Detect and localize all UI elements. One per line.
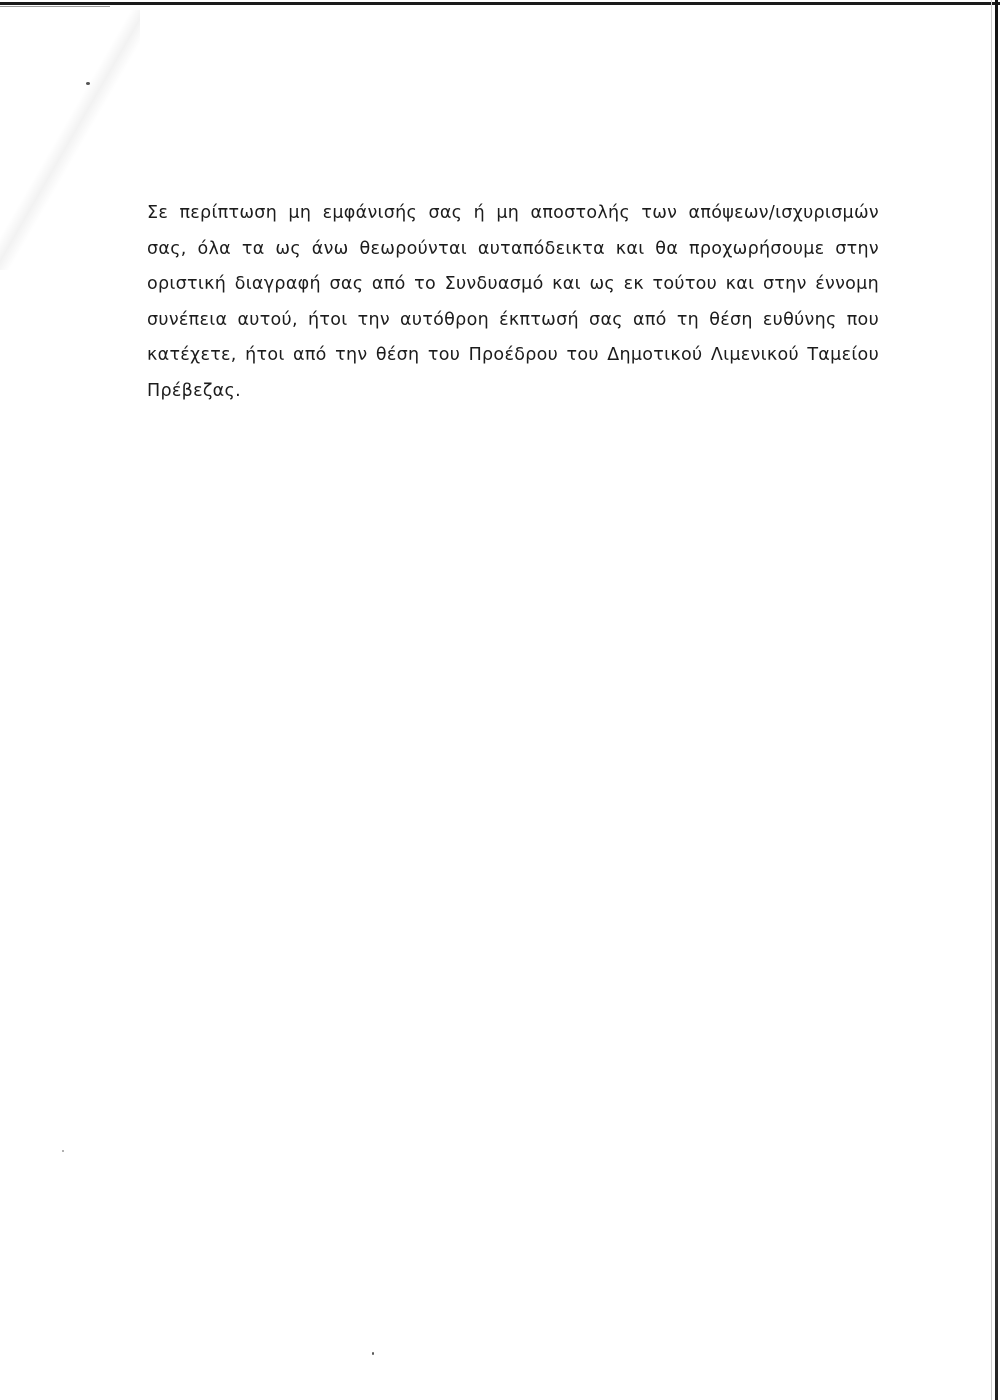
body-paragraph: Σε περίπτωση μη εμφάνισής σας ή μη αποστολής των απόψεων/ισχυρισμών σας, όλα τα ως άνω θεωρούνται αυταπόδεικτα και θα προχωρήσουμε στην οριστική διαγραφή σας από το Συνδυασμό και ως εκ τούτου και στην έννομη συνέπεια αυτού, ήτοι την αυτόθρoη έκπτωσή σας από τη θέση ευθύνης που κατέχετε, ήτοι από την θέση του Προέδρου του Δημοτικού Λιμενικού Ταμείου Πρέβεζας.	[147, 203, 879, 401]
scan-speck	[372, 1352, 374, 1355]
scan-speck	[86, 82, 90, 85]
scan-right-edge	[995, 0, 998, 1400]
scan-right-edge-faint	[991, 0, 992, 1400]
scan-streak	[0, 10, 140, 270]
scan-top-border	[0, 2, 1000, 5]
scan-speck	[62, 1150, 64, 1152]
scan-top-border-faint	[0, 6, 110, 7]
